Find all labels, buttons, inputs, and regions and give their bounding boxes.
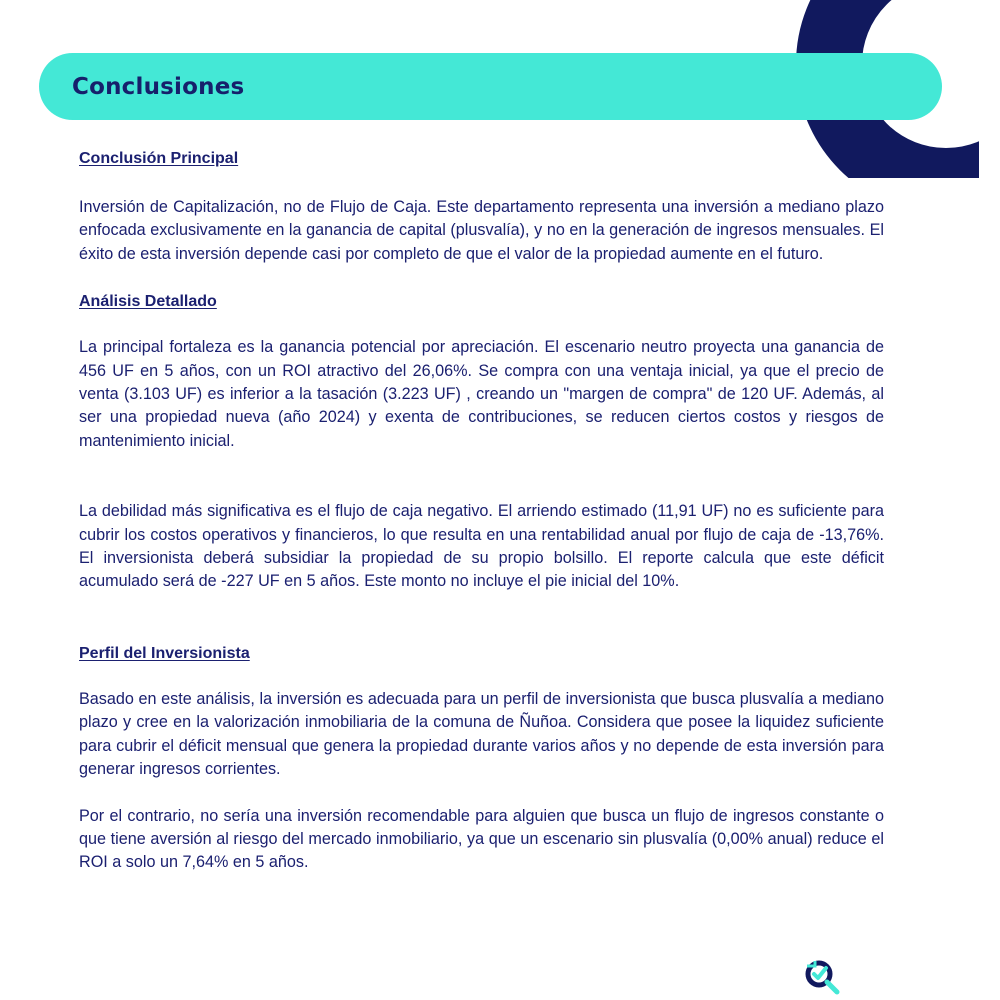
paragraph-conclusion: Inversión de Capitalización, no de Flujo de Caja. Este departamento representa una inversión a mediano plazo enfocada exclusivamente en la ganancia de capital (plusvalía), y no en la generación de ingresos mensuales. El éxito de esta inversión depende casi por completo de que el valor de la propiedad aumente en el futuro. bbox=[79, 198, 884, 263]
page-title: Conclusiones bbox=[72, 73, 245, 100]
magnifier-check-icon bbox=[803, 957, 841, 995]
paragraph-fortaleza: La principal fortaleza es la ganancia potencial por apreciación. El escenario neutro proyecta una ganancia de 456 UF en 5 años, con un ROI atractivo del 26,06%. Se compra con una ventaja inicial, ya que el precio de venta (3.103 UF) es inferior a la tasación (3.223 UF) , creando un "margen de compra" de 120 UF. Además, al ser una propiedad nueva (año 2024) y exenta de contribuciones, se reducen ciertos costos y riesgos de mantenimiento inicial. bbox=[79, 338, 884, 450]
paragraph-perfil-no-recomendable: Por el contrario, no sería una inversión recomendable para alguien que busca un flujo de ingresos constante o que tiene aversión al riesgo del mercado inmobiliario, ya que un escenario sin plusvalía (0,00% anual) reduce el ROI a solo un 7,64% en 5 años. bbox=[79, 806, 884, 872]
heading-conclusion-principal: Conclusión Principal bbox=[79, 150, 239, 167]
paragraph-perfil-adecuado: Basado en este análisis, la inversión es adecuada para un perfil de inversionista que busca plusvalía a mediano plazo y cree en la valorización inmobiliaria de la comuna de Ñuñoa. Considera que posee la liquidez suficiente para cubrir el déficit mensual que genera la propiedad durante varios años y no depende de esta inversión para generar ingresos corrientes. bbox=[79, 689, 884, 779]
title-banner bbox=[39, 53, 942, 120]
heading-analisis-detallado: Análisis Detallado bbox=[79, 293, 217, 311]
paragraph-debilidad: La debilidad más significativa es el flujo de caja negativo. El arriendo estimado (11,91 UF) no es suficiente para cubrir los costos operativos y financieros, lo que resulta en una rentabilidad anual por flujo de caja de -13,76%. El inversionista deberá subsidiar la propiedad de su propio bolsillo. El reporte calcula que este déficit acumulado será de -227 UF en 5 años. Este monto no incluye el pie inicial del 10%. bbox=[79, 502, 884, 591]
content-body bbox=[79, 146, 884, 875]
heading-perfil-inversionista: Perfil del Inversionista bbox=[79, 644, 250, 662]
